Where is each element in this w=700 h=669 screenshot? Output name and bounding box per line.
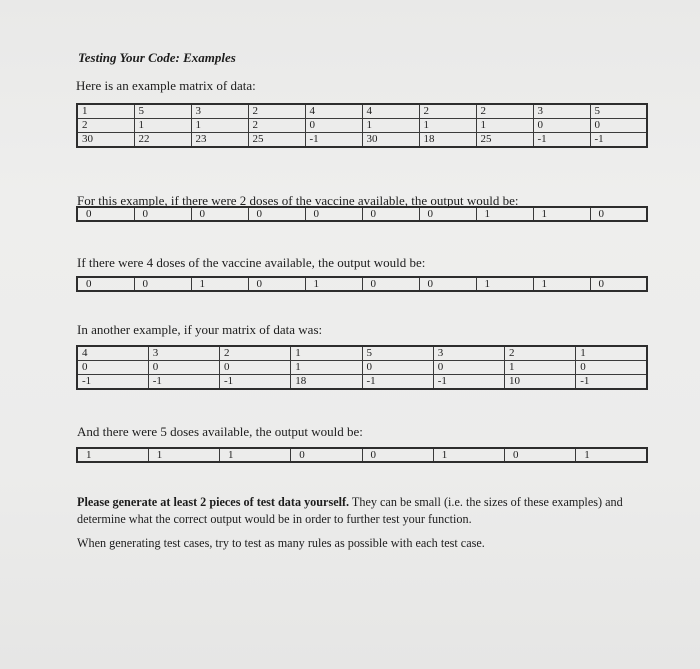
matrix-cell: 2: [220, 346, 291, 361]
matrix-cell: 2: [419, 104, 476, 119]
matrix-cell: 1: [291, 346, 362, 361]
matrix-cell: -1: [590, 133, 647, 148]
matrix-cell: 1: [362, 119, 419, 133]
section-heading: Testing Your Code: Examples: [78, 50, 236, 65]
matrix-cell: 1: [134, 119, 191, 133]
output-row: [77, 207, 647, 221]
matrix-cell: 3: [191, 104, 248, 119]
matrix-cell: 30: [77, 133, 134, 148]
output-cell: 0: [590, 207, 647, 221]
output-cell: 0: [77, 207, 134, 221]
output-cell: 0: [419, 277, 476, 291]
output-cell: 1: [576, 448, 647, 462]
matrix-cell: 2: [248, 104, 305, 119]
test-data-note: [77, 494, 637, 528]
example-matrix-1: [76, 103, 648, 148]
output-cell: 0: [362, 207, 419, 221]
output-cell: 0: [248, 207, 305, 221]
matrix-cell: 3: [148, 346, 219, 361]
output-cell: 0: [419, 207, 476, 221]
matrix-cell: 1: [77, 104, 134, 119]
matrix-cell: 0: [77, 361, 148, 375]
matrix-cell: 1: [476, 119, 533, 133]
matrix-cell: -1: [220, 375, 291, 390]
output-cell: 1: [476, 277, 533, 291]
matrix-cell: 25: [476, 133, 533, 148]
output-row: [77, 277, 647, 291]
matrix-cell: 4: [305, 104, 362, 119]
output-cell: 1: [533, 207, 590, 221]
matrix-cell: 0: [576, 361, 647, 375]
matrix-row: [77, 375, 647, 390]
matrix-row: [77, 119, 647, 133]
output-cell: 0: [248, 277, 305, 291]
matrix-cell: -1: [305, 133, 362, 148]
output-row-1: [76, 206, 648, 222]
matrix-cell: 0: [590, 119, 647, 133]
matrix-cell: 1: [291, 361, 362, 375]
output-cell: 0: [362, 277, 419, 291]
matrix-cell: 5: [134, 104, 191, 119]
output-row-3: [76, 447, 648, 463]
example-matrix-2: [76, 345, 648, 390]
output-cell: 1: [220, 448, 291, 462]
matrix-cell: -1: [533, 133, 590, 148]
matrix-cell: 1: [576, 346, 647, 361]
another-example-text: In another example, if your matrix of data was:: [77, 322, 323, 337]
output-cell: 0: [590, 277, 647, 291]
matrix-cell: -1: [148, 375, 219, 390]
output-cell: 1: [433, 448, 504, 462]
test-cases-note: When generating test cases, try to test as many rules as possible with each test case.: [77, 536, 485, 550]
matrix-cell: 1: [191, 119, 248, 133]
matrix-cell: 18: [419, 133, 476, 148]
output-row: [77, 448, 647, 462]
matrix-cell: 5: [362, 346, 433, 361]
matrix-cell: 22: [134, 133, 191, 148]
matrix-cell: 23: [191, 133, 248, 148]
matrix-cell: 25: [248, 133, 305, 148]
matrix-row: [77, 361, 647, 375]
output-cell: 0: [291, 448, 362, 462]
matrix-cell: 0: [433, 361, 504, 375]
matrix-cell: 2: [476, 104, 533, 119]
doses-2-text: For this example, if there were 2 doses of the vaccine available, the output would be:: [77, 193, 519, 208]
output-cell: 0: [191, 207, 248, 221]
matrix-cell: 1: [419, 119, 476, 133]
matrix-cell: 30: [362, 133, 419, 148]
matrix-cell: 0: [220, 361, 291, 375]
output-cell: 1: [191, 277, 248, 291]
output-cell: 0: [362, 448, 433, 462]
matrix-row: [77, 104, 647, 119]
output-cell: 0: [505, 448, 576, 462]
doses-5-text: And there were 5 doses available, the output would be:: [77, 424, 363, 439]
matrix-cell: 3: [433, 346, 504, 361]
matrix-cell: 0: [533, 119, 590, 133]
output-row-2: [76, 276, 648, 292]
matrix-row: [77, 133, 647, 148]
matrix-cell: -1: [433, 375, 504, 390]
output-cell: 0: [134, 207, 191, 221]
matrix-cell: 0: [305, 119, 362, 133]
output-cell: 0: [305, 207, 362, 221]
matrix-cell: -1: [77, 375, 148, 390]
matrix-cell: 0: [362, 361, 433, 375]
matrix-cell: 4: [362, 104, 419, 119]
matrix-cell: 2: [77, 119, 134, 133]
intro-text: Here is an example matrix of data:: [76, 78, 256, 93]
output-cell: 1: [77, 448, 148, 462]
matrix-cell: 0: [148, 361, 219, 375]
matrix-cell: 2: [248, 119, 305, 133]
matrix-cell: 10: [505, 375, 576, 390]
output-cell: 1: [305, 277, 362, 291]
matrix-cell: 1: [505, 361, 576, 375]
doses-4-text: If there were 4 doses of the vaccine available, the output would be:: [77, 255, 426, 270]
matrix-cell: -1: [362, 375, 433, 390]
matrix-cell: 5: [590, 104, 647, 119]
test-data-note-rest: They can be small (i.e. the sizes of these examples) and determine what the correct output would be in order to further test your function.: [77, 495, 623, 526]
output-cell: 0: [134, 277, 191, 291]
output-cell: 1: [533, 277, 590, 291]
matrix-cell: -1: [576, 375, 647, 390]
matrix-cell: 4: [77, 346, 148, 361]
matrix-cell: 2: [505, 346, 576, 361]
test-data-note-bold: Please generate at least 2 pieces of test data yourself.: [77, 495, 350, 509]
matrix-cell: 3: [533, 104, 590, 119]
output-cell: 0: [77, 277, 134, 291]
matrix-cell: 18: [291, 375, 362, 390]
matrix-row: [77, 346, 647, 361]
output-cell: 1: [476, 207, 533, 221]
output-cell: 1: [148, 448, 219, 462]
